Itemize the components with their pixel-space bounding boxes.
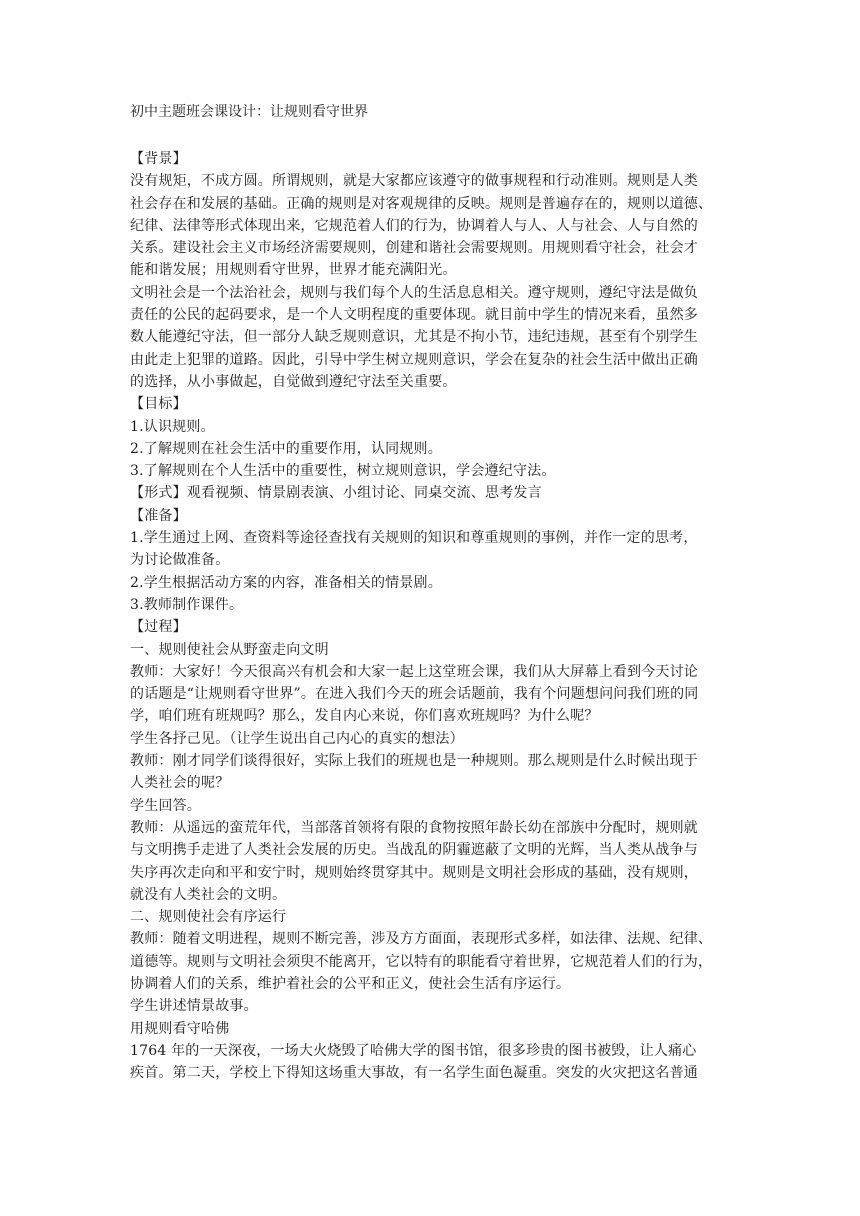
text-line: 纪律、法律等形式体现出来，它规范着人们的行为，协调着人与人、人与社会、人与自然的	[130, 217, 698, 234]
text-line: 由此走上犯罪的道路。因此，引导中学生树立规则意识，学会在复杂的社会生活中做出正确	[130, 351, 698, 368]
text-line: 的选择，从小事做起，自觉做到遵纪守法至关重要。	[130, 373, 457, 390]
text-line: 为讨论做准备。	[130, 552, 230, 569]
document-body	[130, 148, 730, 1084]
text-line: 1.学生通过上网、查资料等途径查找有关规则的知识和尊重规则的事例，并作一定的思考，	[130, 530, 698, 547]
text-line: 社会存在和发展的基础。正确的规则是对客观规律的反映。规则是普遍存在的，规则以道德、	[130, 195, 713, 212]
text-line: 没有规矩，不成方圆。所谓规则，就是大家都应该遵守的做事规程和行动准则。规则是人类	[130, 173, 698, 190]
text-line: 失序再次走向和平和安宁时，规则始终贯穿其中。规则是文明社会形成的基础，没有规则，	[130, 864, 698, 881]
text-line: 学，咱们班有班规吗？那么，发自内心来说，你们喜欢班规吗？为什么呢？	[130, 708, 599, 725]
text-line: 教师：大家好！今天很高兴有机会和大家一起上这堂班会课，我们从大屏幕上看到今天讨论	[130, 663, 698, 680]
document-title: 初中主题班会课设计：让规则看守世界	[130, 104, 368, 120]
text-line: 1764 年的一天深夜，一场大火烧毁了哈佛大学的图书馆，很多珍贵的图书被毁，让人痛心	[130, 1042, 697, 1059]
text-line: 【目标】	[130, 396, 187, 413]
text-line: 1.认识规则。	[130, 418, 215, 435]
text-line: 【形式】观看视频、情景剧表演、小组讨论、同桌交流、思考发言	[130, 485, 542, 502]
text-line: 协调着人们的关系，维护着社会的公平和正义，使社会生活有序运行。	[130, 975, 571, 992]
text-line: 数人能遵纪守法，但一部分人缺乏规则意识，尤其是不拘小节，违纪违规，甚至有个别学生	[130, 329, 698, 346]
text-line: 就没有人类社会的文明。	[130, 886, 287, 903]
text-line: 学生各抒己见。（让学生说出自己内心的真实的想法）	[130, 730, 464, 747]
text-line: 责任的公民的起码要求，是一个人文明程度的重要体现。就目前中学生的情况来看，虽然多	[130, 307, 698, 324]
text-line: 疾首。第二天，学校上下得知这场重大事故，有一名学生面色凝重。突发的火灾把这名普通	[130, 1065, 698, 1082]
text-line: 文明社会是一个法治社会，规则与我们每个人的生活息息相关。遵守规则，遵纪守法是做负	[130, 284, 698, 301]
text-line: 3.教师制作课件。	[130, 596, 244, 613]
text-line: 一、规则使社会从野蛮走向文明	[130, 641, 329, 658]
text-line: 2.了解规则在社会生活中的重要作用，认同规则。	[130, 440, 442, 457]
text-line: 与文明携手走进了人类社会发展的历史。当战乱的阴霾遮蔽了文明的光辉，当人类从战争与	[130, 842, 698, 859]
text-line: 学生讲述情景故事。	[130, 998, 258, 1015]
text-line: 学生回答。	[130, 797, 201, 814]
text-line: 【背景】	[130, 151, 187, 167]
text-line: 关系。建设社会主义市场经济需要规则，创建和谐社会需要规则。用规则看守社会，社会才	[130, 240, 698, 257]
text-line: 人类社会的呢？	[130, 775, 230, 792]
text-line: 二、规则使社会有序运行	[130, 909, 287, 926]
document-page	[130, 100, 730, 1084]
text-line: 教师：随着文明进程，规则不断完善，涉及方方面面，表现形式多样，如法律、法规、纪律、	[130, 931, 713, 948]
text-line: 【过程】	[130, 619, 187, 636]
text-line: 教师：刚才同学们谈得很好，实际上我们的班规也是一种规则。那么规则是什么时候出现于	[130, 753, 698, 770]
text-line: 2.学生根据活动方案的内容，准备相关的情景剧。	[130, 574, 442, 591]
text-line: 【准备】	[130, 507, 187, 524]
text-line: 用规则看守哈佛	[130, 1020, 230, 1037]
blank-line	[130, 124, 730, 148]
text-line: 能和谐发展；用规则看守世界，世界才能充满阳光。	[130, 262, 457, 279]
text-line: 教师：从遥远的蛮荒年代，当部落首领将有限的食物按照年龄长幼在部族中分配时，规则就	[130, 819, 698, 836]
text-line: 的话题是“让规则看守世界”。在进入我们今天的班会话题前，我有个问题想问问我们班的同	[130, 686, 699, 703]
text-line: 3.了解规则在个人生活中的重要性，树立规则意识，学会遵纪守法。	[130, 463, 556, 480]
text-line: 道德等。规则与文明社会须臾不能离开，它以特有的职能看守着世界，它规范着人们的行为，	[130, 953, 713, 970]
